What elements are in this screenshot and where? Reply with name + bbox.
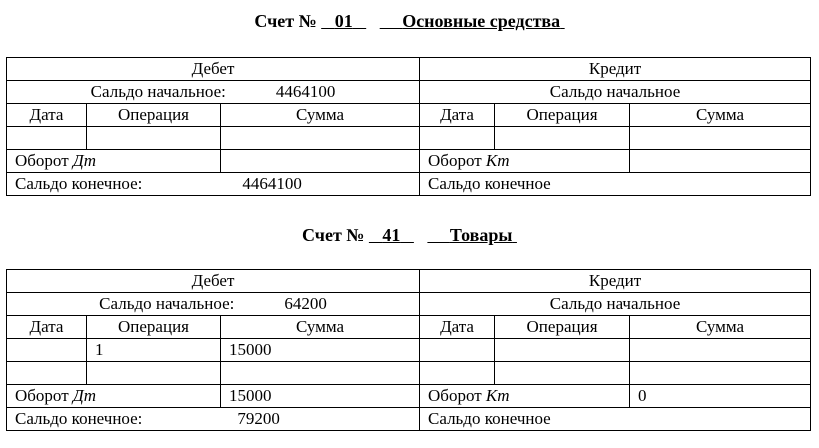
debit-opening-balance: Сальдо начальное: 4464100	[7, 81, 420, 104]
credit-col-operation: Операция	[495, 104, 630, 127]
debit-closing-balance: Сальдо конечное: 4464100	[7, 173, 420, 196]
debit-col-sum: Сумма	[221, 104, 420, 127]
credit-turnover: Оборот Кт	[420, 385, 630, 408]
debit-turnover: Оборот Дт	[7, 385, 221, 408]
debit-opening-balance: Сальдо начальное: 64200	[7, 293, 420, 316]
credit-col-operation: Операция	[495, 316, 630, 339]
account-01-title	[0, 11, 819, 32]
account-name: Товары	[449, 225, 513, 245]
credit-col-sum: Сумма	[630, 104, 811, 127]
debit-col-date: Дата	[7, 104, 87, 127]
table-row	[7, 339, 811, 362]
debit-col-operation: Операция	[87, 316, 221, 339]
account-41-table	[6, 269, 811, 431]
debit-col-operation: Операция	[87, 104, 221, 127]
title-prefix: Счет №	[302, 225, 365, 245]
credit-col-date: Дата	[420, 316, 495, 339]
debit-row-sum: 15000	[221, 339, 420, 362]
table-row	[7, 127, 811, 150]
debit-turnover-value: 15000	[221, 385, 420, 408]
table-row	[7, 362, 811, 385]
debit-col-date: Дата	[7, 316, 87, 339]
credit-turnover: Оборот Кт	[420, 150, 630, 173]
credit-closing-balance: Сальдо конечное	[420, 173, 811, 196]
debit-row-operation: 1	[87, 339, 221, 362]
debit-turnover: Оборот Дт	[7, 150, 221, 173]
account-number: 41	[382, 225, 401, 245]
debit-col-sum: Сумма	[221, 316, 420, 339]
debit-closing-balance: Сальдо конечное: 79200	[7, 408, 420, 431]
debit-opening-value: 4464100	[275, 82, 336, 101]
account-41-title	[0, 225, 819, 246]
credit-opening-balance: Сальдо начальное	[420, 293, 811, 316]
credit-col-sum: Сумма	[630, 316, 811, 339]
credit-turnover-value	[630, 150, 811, 173]
credit-opening-balance: Сальдо начальное	[420, 81, 811, 104]
account-name: Основные средства	[402, 11, 561, 31]
credit-closing-balance: Сальдо конечное	[420, 408, 811, 431]
debit-header: Дебет	[7, 270, 420, 293]
account-number: 01	[334, 11, 353, 31]
debit-closing-value: 79200	[237, 409, 280, 428]
debit-closing-value: 4464100	[242, 174, 302, 193]
credit-col-date: Дата	[420, 104, 495, 127]
debit-turnover-value	[221, 150, 420, 173]
account-01-table	[6, 57, 811, 196]
debit-opening-value: 64200	[284, 294, 327, 313]
debit-header: Дебет	[7, 58, 420, 81]
credit-header: Кредит	[420, 58, 811, 81]
title-prefix: Счет №	[254, 11, 317, 31]
credit-header: Кредит	[420, 270, 811, 293]
credit-turnover-value: 0	[630, 385, 811, 408]
